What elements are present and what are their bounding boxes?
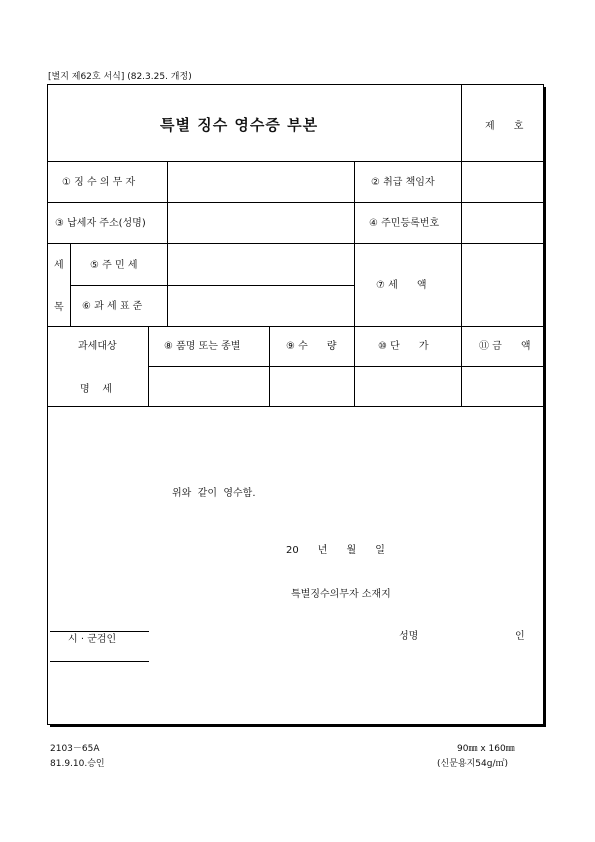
- obligor-label: ① 징 수 의 무 자: [62, 177, 136, 188]
- resident-tax-field[interactable]: [168, 244, 354, 285]
- tax-basis-field[interactable]: [168, 286, 354, 326]
- details-label-b: 명 세: [80, 384, 113, 395]
- item-name-field[interactable]: [149, 367, 269, 406]
- handler-field[interactable]: [462, 162, 544, 202]
- tax-basis-label: ⑥ 과 세 표 준: [82, 301, 143, 312]
- paper-type: (신문용지54g/㎡): [437, 759, 508, 769]
- unit-price-header: ⑩ 단 가: [378, 341, 429, 352]
- obligor-field[interactable]: [168, 162, 354, 202]
- unit-price-field[interactable]: [355, 367, 461, 406]
- number-label: 제 호: [485, 121, 524, 132]
- seal-label: 인: [515, 631, 525, 642]
- quantity-header: ⑨ 수 량: [286, 341, 337, 352]
- tax-item-label-b: 목: [54, 302, 64, 313]
- amount-field[interactable]: [462, 367, 544, 406]
- tax-item-label-a: 세: [54, 260, 64, 271]
- details-label-a: 과세대상: [78, 341, 117, 352]
- item-name-header: ⑧ 품명 또는 종별: [164, 341, 241, 352]
- handler-label: ② 취급 책임자: [371, 177, 435, 188]
- quantity-field[interactable]: [270, 367, 354, 406]
- tax-amount-field[interactable]: [462, 244, 544, 326]
- resident-tax-label: ⑤ 주 민 세: [90, 260, 138, 271]
- taxpayer-field[interactable]: [168, 203, 354, 243]
- obligor-location: 특별징수의무자 소재지: [291, 589, 391, 600]
- resident-no-field[interactable]: [462, 203, 544, 243]
- form-title: 특별 징수 영수증 부본: [160, 116, 319, 134]
- form-number: 2103－65A: [50, 744, 100, 754]
- name-label: 성명: [399, 631, 419, 642]
- received-statement: 위와 같이 영수함.: [172, 488, 256, 499]
- taxpayer-label: ③ 납세자 주소(성명): [55, 218, 146, 229]
- form-header-note: [별지 제62호 서식] (82.3.25. 개정): [48, 72, 192, 82]
- frame-shadow-bottom: [50, 725, 546, 727]
- approval-date: 81.9.10.승인: [50, 759, 105, 769]
- amount-header: ⑪ 금 액: [479, 341, 531, 352]
- tax-amount-label: ⑦ 세 액: [376, 280, 427, 291]
- resident-no-label: ④ 주민등록번호: [369, 218, 440, 229]
- stamp-box[interactable]: [50, 632, 149, 661]
- date-line: 20 년 월 일: [286, 545, 385, 556]
- stamp-label: 시 · 군검인: [68, 634, 117, 645]
- frame-shadow-right: [544, 87, 546, 727]
- paper-size: 90㎜ x 160㎜: [457, 744, 515, 754]
